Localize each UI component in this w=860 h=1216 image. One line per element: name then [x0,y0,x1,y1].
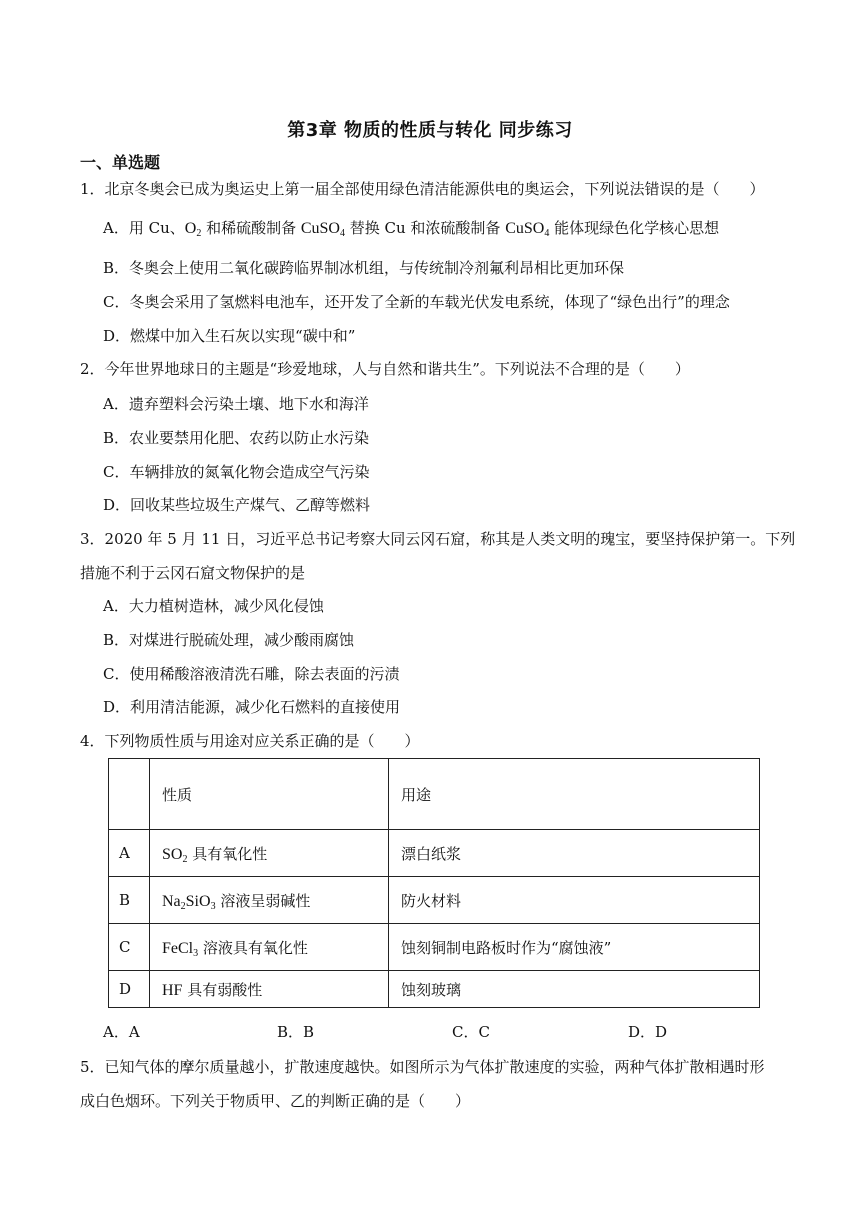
question-5-stem-line2: 成白色烟环。下列关于物质甲、乙的判断正确的是（ ） [80,1092,471,1110]
question-4-stem: 4．下列物质性质与用途对应关系正确的是（ ） [80,732,420,750]
row-property: $Na_2SiO_3$ 溶液呈弱碱性 [150,877,389,924]
option-a-text-2: 和稀硫酸制备 [201,219,301,237]
question-2-option-d: D．回收某些垃圾生产煤气、乙醇等燃料 [103,496,371,514]
question-2-option-b: B．农业要禁用化肥、农药以防止水污染 [103,429,370,447]
row-use: 防火材料 [389,877,760,924]
answer-choice-d: D．D [628,1023,668,1041]
option-a-text-3: 替换 Cu 和浓硫酸制备 [344,219,506,237]
row-use: 蚀刻铜制电路板时作为“腐蚀液” [389,924,760,971]
question-2-option-c: C．车辆排放的氮氧化物会造成空气污染 [103,463,370,481]
row-label: D [109,971,150,1008]
table-row [109,877,760,924]
table-row [109,830,760,877]
table-row [109,924,760,971]
row-label: C [109,924,150,971]
question-3-option-a: A．大力植树造林，减少风化侵蚀 [103,597,324,615]
row-property: $SO_2$ 具有氧化性 [150,830,389,877]
row-use: 蚀刻玻璃 [389,971,760,1008]
answer-choice-c: C．C [452,1023,490,1041]
question-1-option-b: B．冬奥会上使用二氧化碳跨临界制冰机组，与传统制冷剂氟利昂相比更加环保 [103,259,625,277]
row-label: B [109,877,150,924]
question-3-option-c: C．使用稀酸溶液清洗石雕，除去表面的污渍 [103,665,400,683]
answer-choice-b: B．B [277,1023,315,1041]
header-property: 性质 [150,759,389,830]
question-1-option-c: C．冬奥会采用了氢燃料电池车，还开发了全新的车载光伏发电系统，体现了“绿色出行”的理念 [103,293,730,311]
properties-table [108,758,760,1008]
section-heading: 一、单选题 [80,153,161,172]
formula-cuso4-b: CuSO$_4$ [505,220,550,239]
question-3-stem-line1: 3．2020 年 5 月 11 日，习近平总书记考察大同云冈石窟，称其是人类文明的瑰宝，要坚持保护第一。下列 [80,530,796,548]
table-corner-cell [109,759,150,830]
question-3-option-d: D．利用清洁能源，减少化石燃料的直接使用 [103,698,401,716]
row-use: 漂白纸浆 [389,830,760,877]
question-5-stem-line1: 5．已知气体的摩尔质量越小，扩散速度越快。如图所示为气体扩散速度的实验，两种气体扩散相遇时形 [80,1058,765,1076]
option-a-text: A．用 Cu、 [103,219,185,237]
question-1-option-d: D．燃煤中加入生石灰以实现“碳中和” [103,327,356,345]
question-1-stem: 1．北京冬奥会已成为奥运史上第一届全部使用绿色清洁能源供电的奥运会，下列说法错误的是（ ） [80,180,765,198]
option-a-text-4: 能体现绿色化学核心思想 [549,219,720,237]
row-property: FeCl$_3$ 溶液具有氧化性 [150,924,389,971]
row-property: HF 具有弱酸性 [150,971,389,1008]
formula-o2: $O_2$ [184,220,202,239]
table-header-row [109,759,760,830]
table-row [109,971,760,1008]
question-2-stem: 2．今年世界地球日的主题是“珍爱地球，人与自然和谐共生”。下列说法不合理的是（ ） [80,360,690,378]
formula-cuso4: CuSO$_4$ [300,220,345,239]
answer-choice-a: A．A [103,1023,140,1041]
question-2-option-a: A．遗弃塑料会污染土壤、地下水和海洋 [103,395,369,413]
question-1-option-a [103,214,803,243]
header-use: 用途 [389,759,760,830]
page-title: 第3章 物质的性质与转化 同步练习 [287,120,573,141]
question-3-option-b: B．对煤进行脱硫处理，减少酸雨腐蚀 [103,631,355,649]
row-label: A [109,830,150,877]
question-3-stem-line2: 措施不利于云冈石窟文物保护的是 [80,564,306,582]
